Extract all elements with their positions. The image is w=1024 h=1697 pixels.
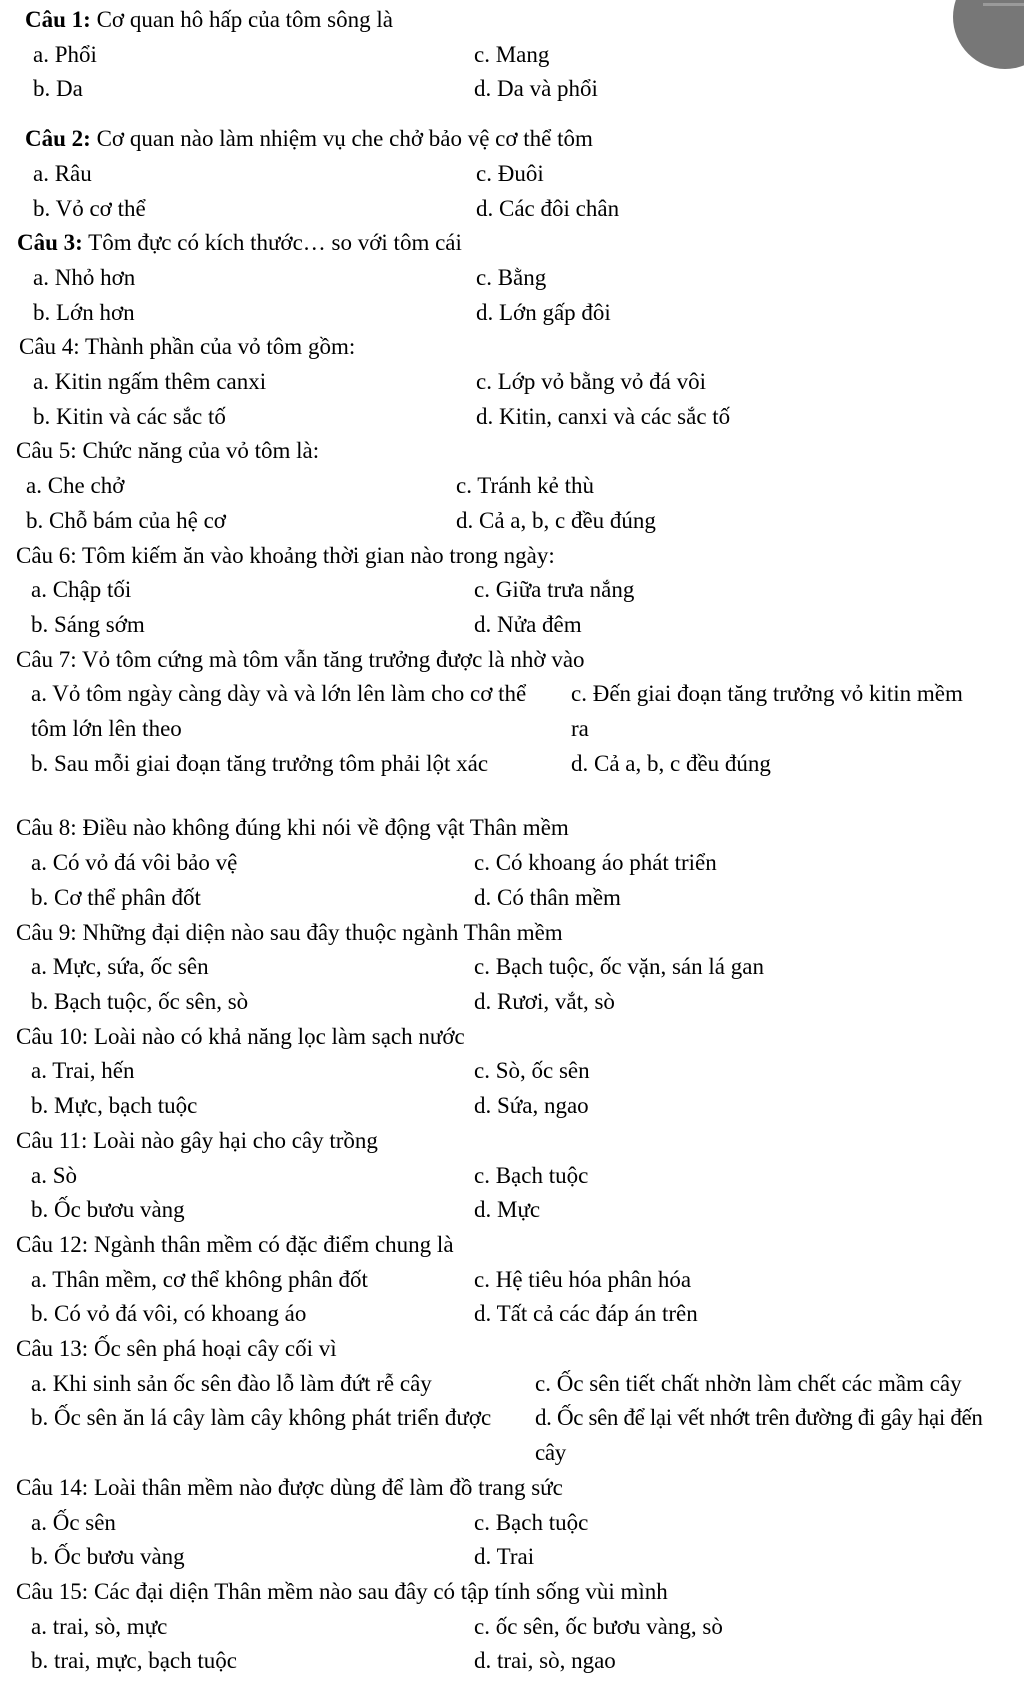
question-10-text: Loài nào có khả năng lọc làm sạch nước: [88, 1023, 465, 1049]
option-c[interactable]: c. Mang: [474, 41, 550, 67]
question-2: [25, 122, 1024, 226]
options-row: [16, 608, 1024, 643]
option-b[interactable]: b. Chỗ bám của hệ cơ: [26, 507, 226, 533]
options-row: [16, 1610, 1024, 1645]
options-row: [16, 677, 1024, 746]
option-b[interactable]: b. Sáng sớm: [31, 611, 145, 637]
question-10: [16, 1020, 1024, 1124]
option-c[interactable]: c. Tránh kẻ thù: [456, 473, 594, 499]
question-3-title: [17, 226, 1024, 261]
question-10-title: [16, 1020, 1024, 1055]
question-1-title: [25, 3, 1024, 38]
option-d[interactable]: d. Sứa, ngao: [474, 1093, 589, 1119]
option-b[interactable]: b. Cơ thể phân đốt: [31, 884, 201, 910]
options-row: [16, 1644, 1024, 1679]
options-row: [16, 469, 1024, 504]
question-8-title: [16, 811, 1024, 846]
option-c[interactable]: c. Bạch tuộc: [474, 1509, 589, 1535]
question-12-number: Câu 12:: [16, 1231, 89, 1257]
question-4-title: [19, 330, 1024, 365]
option-c[interactable]: c. Bằng: [476, 264, 547, 290]
question-12-text: Ngành thân mềm có đặc điểm chung là: [88, 1231, 454, 1257]
question-7-title: [16, 643, 1024, 678]
option-d[interactable]: d. Tất cả các đáp án trên: [474, 1301, 698, 1327]
question-5-title: [16, 434, 1024, 469]
options-row: [19, 400, 1024, 435]
question-8-text: Điều nào không đúng khi nói về động vật Thân mềm: [76, 815, 569, 841]
question-6: [16, 539, 1024, 643]
question-15-text: Các đại diện Thân mềm nào sau đây có tập tính sống vùi mình: [88, 1578, 668, 1604]
question-1-number: Câu 1:: [25, 7, 91, 32]
options-row: [17, 261, 1024, 296]
question-15-title: [16, 1575, 1024, 1610]
option-c[interactable]: c. Đuôi: [476, 160, 544, 186]
option-a-text: a. Vỏ tôm ngày càng dày và và lớn lên làm cho cơ thể tôm lớn lên theo: [31, 681, 527, 742]
options-row: [16, 881, 1024, 916]
question-5: [16, 434, 1024, 538]
option-d[interactable]: d. trai, sò, ngao: [474, 1648, 616, 1674]
question-9-number: Câu 9:: [16, 919, 77, 945]
option-a[interactable]: a. Phổi: [33, 41, 97, 67]
question-7-text: Vỏ tôm cứng mà tôm vẫn tăng trưởng được là nhờ vào: [76, 646, 585, 672]
question-1: [25, 3, 1024, 107]
option-d[interactable]: d. Trai: [474, 1544, 535, 1570]
question-9: [16, 916, 1024, 1020]
question-12: [16, 1228, 1024, 1332]
question-6-text: Tôm kiếm ăn vào khoảng thời gian nào trong ngày:: [76, 542, 555, 568]
question-11-text: Loài nào gây hại cho cây trồng: [87, 1127, 378, 1153]
option-b[interactable]: b. Lớn hơn: [33, 299, 135, 325]
option-b[interactable]: b. Mực, bạch tuộc: [31, 1093, 198, 1119]
options-row: [16, 747, 1024, 782]
options-row: [16, 1159, 1024, 1194]
question-2-number: Câu 2:: [25, 126, 91, 152]
option-c[interactable]: c. Ốc sên tiết chất nhờn làm chết các mầm cây: [535, 1370, 962, 1396]
option-b[interactable]: b. Ốc bươu vàng: [31, 1544, 185, 1570]
options-row: [17, 296, 1024, 331]
question-2-title: [25, 122, 1024, 157]
question-8-number: Câu 8:: [16, 815, 77, 841]
option-c[interactable]: c. Sò, ốc sên: [474, 1058, 590, 1084]
question-6-title: [16, 539, 1024, 574]
question-1-text: Cơ quan hô hấp của tôm sông là: [90, 7, 393, 32]
question-7: [16, 643, 1024, 782]
question-6-number: Câu 6:: [16, 542, 77, 568]
option-c[interactable]: c. Đến giai đoạn tăng trưởng vỏ kitin mềm ra: [571, 681, 963, 742]
option-a[interactable]: a. Râu: [33, 160, 92, 186]
question-9-title: [16, 916, 1024, 951]
question-10-number: Câu 10:: [16, 1023, 89, 1049]
question-4-text: Thành phần của vỏ tôm gồm:: [79, 334, 356, 360]
option-b[interactable]: b. Có vỏ đá vôi, có khoang áo: [31, 1301, 307, 1327]
option-a[interactable]: a. Kitin ngấm thêm canxi: [33, 369, 267, 395]
options-row: [16, 1540, 1024, 1575]
option-c[interactable]: c. Bạch tuộc, ốc vặn, sán lá gan: [474, 954, 764, 980]
question-8: [16, 811, 1024, 915]
question-12-title: [16, 1228, 1024, 1263]
options-row: [16, 1367, 1024, 1402]
options-row: [25, 192, 1024, 227]
options-row: [16, 1401, 1024, 1470]
option-a[interactable]: a. trai, sò, mực: [31, 1613, 168, 1639]
option-b[interactable]: b. Sau mỗi giai đoạn tăng trưởng tôm phải lột xác: [31, 750, 489, 776]
option-c[interactable]: c. ốc sên, ốc bươu vàng, sò: [474, 1613, 723, 1639]
option-c[interactable]: c. Hệ tiêu hóa phân hóa: [474, 1266, 692, 1292]
question-13-title: [16, 1332, 1024, 1367]
option-b[interactable]: b. trai, mực, bạch tuộc: [31, 1648, 237, 1674]
options-row: [16, 1506, 1024, 1541]
option-d[interactable]: d. Mực: [474, 1197, 541, 1223]
question-13: [16, 1332, 1024, 1471]
question-2-text: Cơ quan nào làm nhiệm vụ che chở bảo vệ cơ thể tôm: [90, 126, 593, 152]
option-a[interactable]: a. Chập tối: [31, 577, 132, 603]
option-d[interactable]: d. Da và phổi: [474, 76, 598, 102]
option-b[interactable]: b. Bạch tuộc, ốc sên, sò: [31, 988, 249, 1014]
option-a[interactable]: a. Trai, hến: [31, 1058, 135, 1084]
options-row: [16, 1054, 1024, 1089]
option-d[interactable]: d. Nửa đêm: [474, 611, 582, 637]
question-14-title: [16, 1471, 1024, 1506]
option-d[interactable]: d. Có thân mềm: [474, 884, 621, 910]
question-13-number: Câu 13:: [16, 1336, 89, 1362]
option-b[interactable]: b. Kitin và các sắc tố: [33, 403, 226, 429]
options-row: [25, 38, 1024, 73]
option-d[interactable]: d. Cả a, b, c đều đúng: [571, 750, 771, 776]
question-14-number: Câu 14:: [16, 1474, 89, 1500]
question-9-text: Những đại diện nào sau đây thuộc ngành Thân mềm: [76, 919, 563, 945]
option-d[interactable]: d. Lớn gấp đôi: [476, 299, 611, 325]
question-3-number: Câu 3:: [17, 230, 83, 256]
options-row: [16, 846, 1024, 881]
option-a[interactable]: a. Che chở: [26, 473, 125, 499]
options-row: [16, 985, 1024, 1020]
options-row: [16, 1297, 1024, 1332]
question-13-text: Ốc sên phá hoại cây cối vì: [88, 1336, 337, 1362]
question-4-number: Câu 4:: [19, 334, 80, 360]
option-a[interactable]: a. Sò: [31, 1162, 77, 1188]
question-3-text: Tôm đực có kích thước… so với tôm cái: [82, 230, 462, 256]
option-a[interactable]: a. Nhỏ hơn: [33, 264, 136, 290]
question-11-number: Câu 11:: [16, 1127, 88, 1153]
option-c[interactable]: c. Lớp vỏ bằng vỏ đá vôi: [476, 369, 706, 395]
option-d[interactable]: d. Kitin, canxi và các sắc tố: [476, 403, 731, 429]
options-row: [16, 1089, 1024, 1124]
question-15-number: Câu 15:: [16, 1578, 89, 1604]
option-c[interactable]: c. Giữa trưa nắng: [474, 577, 635, 603]
question-3: [17, 226, 1024, 330]
question-4: [19, 330, 1024, 434]
question-7-number: Câu 7:: [16, 646, 77, 672]
options-row: [19, 365, 1024, 400]
option-b[interactable]: b. Ốc bươu vàng: [31, 1197, 185, 1223]
option-a[interactable]: [31, 677, 571, 746]
option-b[interactable]: b. Vỏ cơ thể: [33, 195, 146, 221]
option-a[interactable]: a. Ốc sên: [31, 1509, 116, 1535]
option-d[interactable]: d. Rươi, vắt, sò: [474, 988, 615, 1014]
question-14-text: Loài thân mềm nào được dùng để làm đồ trang sức: [88, 1474, 563, 1500]
option-d[interactable]: d. Các đôi chân: [476, 195, 620, 221]
options-row: [16, 950, 1024, 985]
options-row: [16, 573, 1024, 608]
options-row: [16, 504, 1024, 539]
question-11-title: [16, 1124, 1024, 1159]
option-a[interactable]: a. Khi sinh sản ốc sên đào lỗ làm đứt rễ cây: [31, 1370, 432, 1396]
options-row: [25, 72, 1024, 107]
option-a[interactable]: a. Có vỏ đá vôi bảo vệ: [31, 850, 238, 876]
question-14: [16, 1471, 1024, 1575]
question-11: [16, 1124, 1024, 1228]
option-a[interactable]: a. Thân mềm, cơ thể không phân đốt: [31, 1266, 368, 1292]
option-d[interactable]: d. Ốc sên để lại vết nhớt trên đường đi gây hại đến cây: [535, 1405, 983, 1466]
option-c[interactable]: c. Bạch tuộc: [474, 1162, 589, 1188]
option-d[interactable]: d. Cả a, b, c đều đúng: [456, 507, 656, 533]
question-15: [16, 1575, 1024, 1679]
options-row: [25, 157, 1024, 192]
options-row: [16, 1193, 1024, 1228]
question-5-number: Câu 5:: [16, 438, 77, 464]
quiz-page: [0, 3, 1024, 1679]
option-c[interactable]: c. Có khoang áo phát triển: [474, 850, 717, 876]
option-b[interactable]: b. Da: [33, 76, 83, 102]
options-row: [16, 1263, 1024, 1298]
option-b[interactable]: b. Ốc sên ăn lá cây làm cây không phát triển được: [31, 1405, 492, 1431]
option-a[interactable]: a. Mực, sứa, ốc sên: [31, 954, 209, 980]
question-5-text: Chức năng của vỏ tôm là:: [76, 438, 320, 464]
